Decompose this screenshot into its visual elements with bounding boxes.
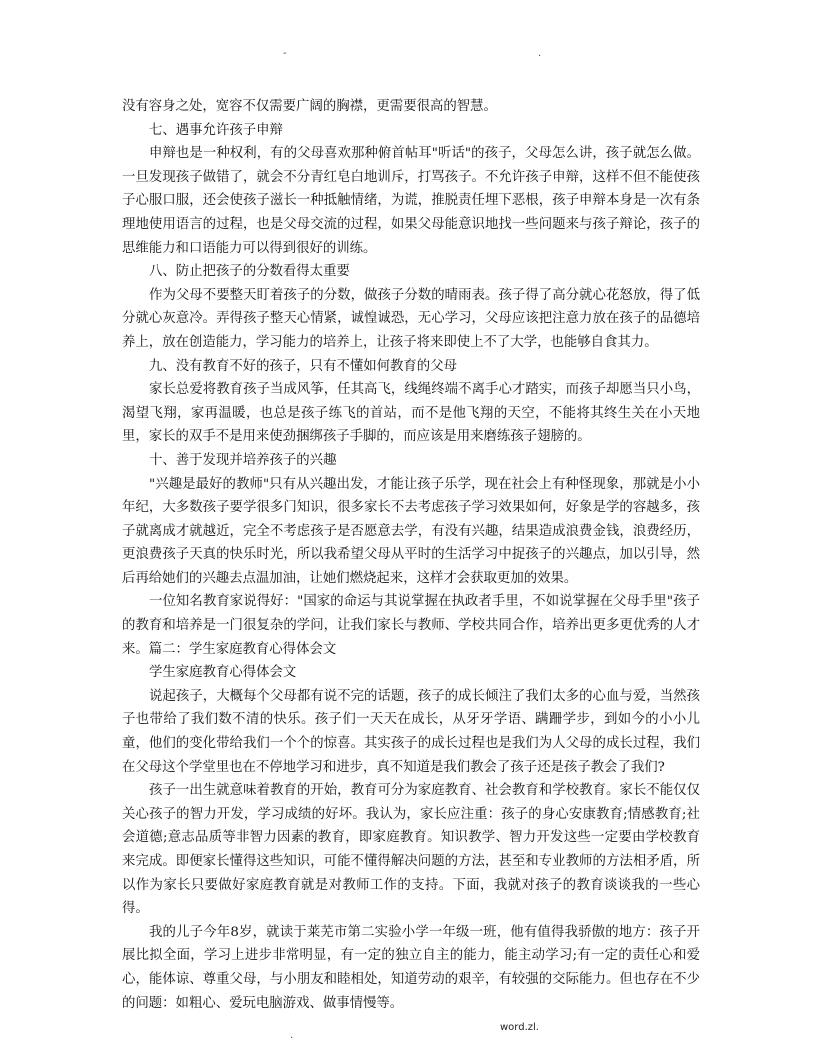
paragraph-article-2-1: 说起孩子，大概每个父母都有说不完的话题，孩子的成长倾注了我们太多的心血与爱，当然孩子也带给了我们数不清的快乐。孩子们一天天在成长，从牙牙学语、蹒跚学步，到如今的小小儿童，他们的变化带给我们一个个的惊喜。其实孩子的成长过程也是我们为人父母的成长过程，我们在父母这个学堂里也在不停地学习和进步，真不知道是我们教会了孩子还是孩子教会了我们? [122, 688, 700, 775]
header-mark-right: . [538, 48, 542, 59]
paragraph-section-8: 作为父母不要整天盯着孩子的分数，做孩子分数的晴雨表。孩子得了高分就心花怒放，得了低分就心灰意冷。弄得孩子整天心情紧，诚惶诚恐，无心学习，父母应该把注意力放在孩子的品德培养上，放在创造能力，学习能力的培养上，让孩子将来即使上不了大学，也能够自食其力。 [122, 287, 700, 350]
paragraph-article-2-2: 孩子一出生就意味着教育的开始，教育可分为家庭教育、社会教育和学校教育。家长不能仅仅关心孩子的智力开发，学习成绩的好坏。我认为，家长应注重：孩子的身心安康教育;情感教育;社会道德;意志品质等非智力因素的教育，即家庭教育。知识教学、智力开发这些一定要由学校教育来完成。即便家长懂得这些知识，可能不懂得解决问题的方法，甚至和专业教师的方法相矛盾，所以作为家长只要做好家庭教育就是对教师工作的支持。下面，我就对孩子的教育谈谈我的一些心得。 [122, 783, 700, 917]
paragraph-article-2-3: 我的儿子今年8岁，就读于莱芜市第二实验小学一年级一班，他有值得我骄傲的地方：孩子开展比拟全面，学习上进步非常明显，有一定的独立自主的能力，能主动学习;有一定的责任心和爱心，能体谅、尊重父母，与小朋友和睦相处，知道劳动的艰辛，有较强的交际能力。但也存在不少的问题：如粗心、爱玩电脑游戏、做事情慢等。 [122, 924, 700, 1011]
paragraph-section-9: 家长总爱将教育孩子当成风筝，任其高飞，线绳终端不离手心才踏实，而孩子却愿当只小鸟，渴望飞翔，家再温暖，也总是孩子练飞的首站，而不是他飞翔的天空，不能将其终生关在小天地里，家长的双手不是用来使劲捆绑孩子手脚的，而应该是用来磨练孩子翅膀的。 [122, 382, 700, 445]
document-body [122, 95, 700, 1015]
heading-article-2: 学生家庭教育心得体会文 [149, 665, 297, 681]
heading-section-10: 十、善于发现并培养孩子的兴趣 [149, 452, 337, 468]
paragraph-intro-end: 没有容身之处，宽容不仅需要广阔的胸襟，更需要很高的智慧。 [122, 99, 497, 114]
paragraph-quote: 一位知名教育家说得好："国家的命运与其说掌握在执政者手里，不如说掌握在父母手里"孩子的教育和培养是一门很复杂的学问，让我们家长与教师、学校共同合作，培养出更多更优秀的人才来。篇二：学生家庭教育心得体会文 [122, 594, 700, 657]
footer-mark-left: . [290, 1030, 294, 1041]
footer-text: word.zl. [500, 1022, 539, 1033]
heading-section-9: 九、没有教育不好的孩子，只有不懂如何教育的父母 [149, 358, 457, 374]
header-mark-left: - [283, 48, 287, 59]
paragraph-section-10: "兴趣是最好的教师"只有从兴趣出发，才能让孩子乐学，现在社会上有种怪现象，那就是小小年纪，大多数孩子要学很多门知识，很多家长不去考虑孩子学习效果如何，好象是学的容越多，孩子就离成才就越近，完全不考虑孩子是否愿意去学，有没有兴趣，结果造成浪费金钱，浪费经历，更浪费孩子天真的快乐时光，所以我希望父母从平时的生活学习中捉孩子的兴趣点，加以引导，然后再给她们的兴趣去点温加油，让她们燃烧起来，这样才会获取更加的效果。 [122, 476, 700, 586]
paragraph-section-7: 申辩也是一种权利，有的父母喜欢那种俯首帖耳"听话"的孩子，父母怎么讲，孩子就怎么做。一旦发现孩子做错了，就会不分青红皂白地训斥，打骂孩子。不允许孩子申辩，这样不但不能使孩子心服口服，还会使孩子滋长一种抵触情绪，为谎，推脱责任埋下恶根，孩子申辩本身是一次有条理地使用语言的过程，也是父母交流的过程，如果父母能意识地找一些问题来与孩子辩论，孩子的思维能力和口语能力可以得到很好的训练。 [122, 146, 700, 256]
heading-section-8: 八、防止把孩子的分数看得太重要 [149, 264, 350, 280]
heading-section-7: 七、遇事允许孩子申辩 [149, 122, 283, 138]
